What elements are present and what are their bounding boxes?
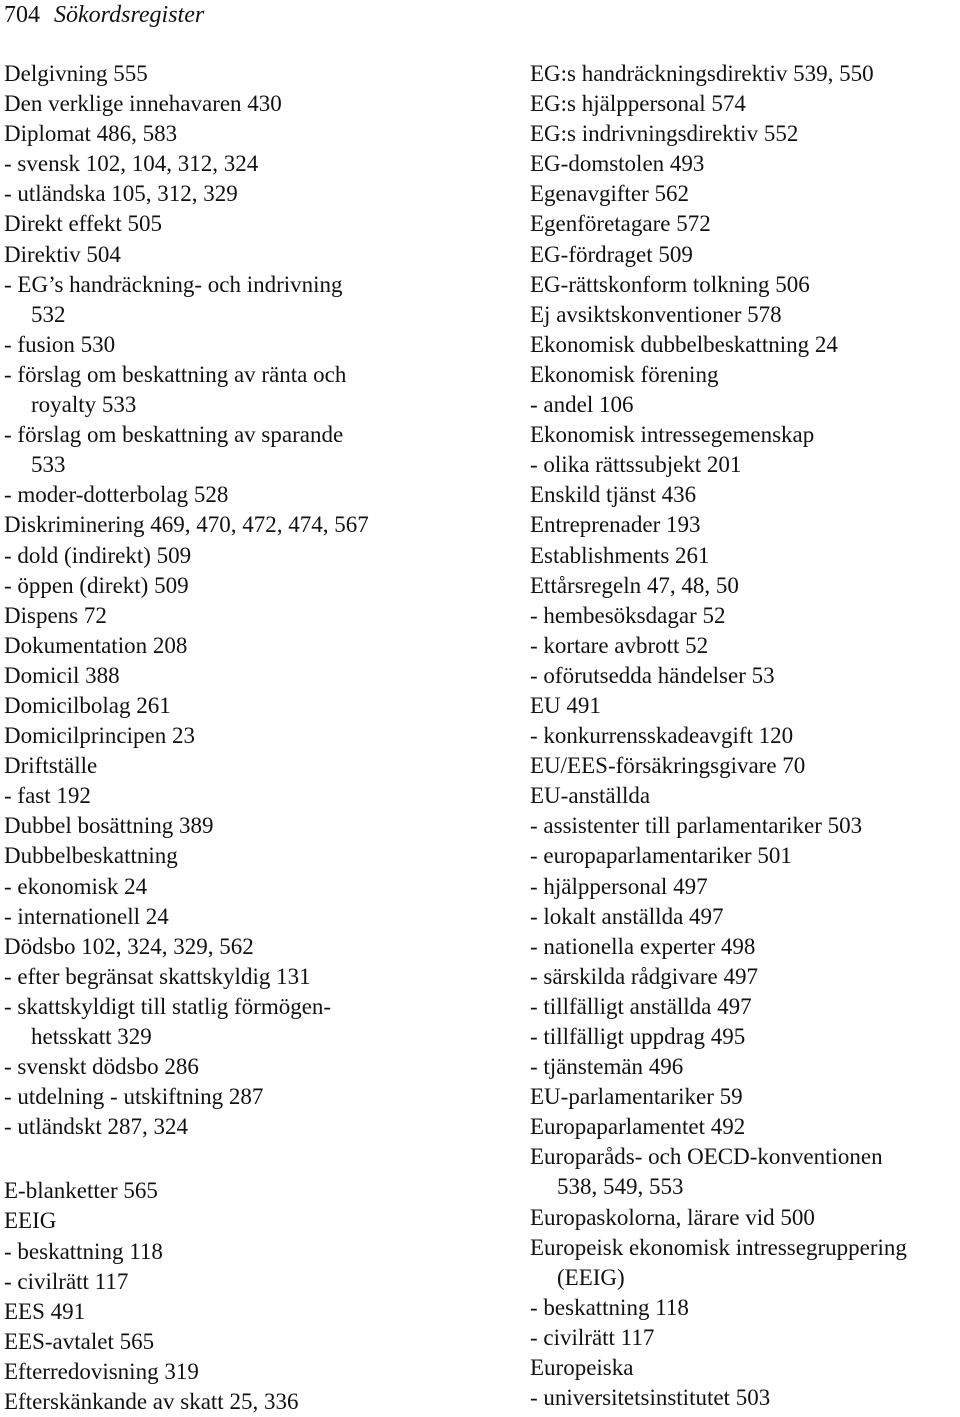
- index-entry: Egenföretagare 572: [530, 211, 711, 237]
- index-entry: Egenavgifter 562: [530, 181, 690, 207]
- index-entry: EU-parlamentariker 59: [530, 1084, 743, 1110]
- index-subentry: - särskilda rådgivare 497: [530, 963, 759, 989]
- index-subentry: - oförutsedda händelser 53: [530, 662, 775, 688]
- index-entry: EEIG: [4, 1208, 57, 1234]
- index-entry: EG:s hjälppersonal 574: [530, 91, 746, 117]
- page-number: 704: [4, 2, 40, 28]
- index-subentry: - dold (indirekt) 509: [4, 542, 192, 568]
- index-entry: Domicil 388: [4, 662, 120, 688]
- index-entry: EES 491: [4, 1298, 86, 1324]
- index-entry-continuation: (EEIG): [557, 1264, 625, 1290]
- index-subentry: - internationell 24: [4, 903, 169, 929]
- index-subentry: - universitetsinstitutet 503: [530, 1385, 771, 1411]
- index-entry: Dubbelbeskattning: [4, 843, 178, 869]
- index-subentry: - utdelning - utskiftning 287: [4, 1084, 264, 1110]
- index-subentry: - fusion 530: [4, 331, 116, 357]
- index-subentry: - hembesöksdagar 52: [530, 602, 726, 628]
- index-entry-continuation: hetsskatt 329: [31, 1024, 152, 1049]
- index-subentry: - europaparlamentariker 501: [530, 843, 792, 869]
- index-subentry: - moder-dotterbolag 528: [4, 482, 229, 508]
- index-subentry: - utländska 105, 312, 329: [4, 181, 238, 207]
- index-subentry: - utländskt 287, 324: [4, 1114, 188, 1140]
- index-entry: Delgivning 555: [4, 61, 148, 86]
- index-subentry: - beskattning 118: [530, 1294, 689, 1320]
- index-entry: Efterskänkande av skatt 25, 336: [4, 1389, 299, 1415]
- index-subentry: - hjälppersonal 497: [530, 873, 708, 899]
- index-entry-continuation: 533: [31, 452, 66, 478]
- index-entry: E-blanketter 565: [4, 1178, 158, 1204]
- index-subentry: - EG’s handräckning- och indrivning: [4, 271, 343, 297]
- index-subentry: - efter begränsat skattskyldig 131: [4, 963, 311, 989]
- index-subentry: - nationella experter 498: [530, 933, 756, 959]
- index-entry: Den verklige innehavaren 430: [4, 91, 282, 117]
- index-subentry: - lokalt anställda 497: [530, 903, 724, 929]
- index-subentry: - ekonomisk 24: [4, 873, 148, 899]
- index-entry: Direktiv 504: [4, 241, 121, 267]
- index-entry: EES-avtalet 565: [4, 1328, 155, 1354]
- index-subentry: - fast 192: [4, 783, 91, 809]
- index-subentry: - förslag om beskattning av sparande: [4, 422, 344, 448]
- index-entry: Dokumentation 208: [4, 632, 188, 658]
- index-subentry: - assistenter till parlamentariker 503: [530, 813, 863, 839]
- index-subentry: - svenskt dödsbo 286: [4, 1054, 199, 1080]
- index-subentry: - civilrätt 117: [530, 1324, 655, 1350]
- index-subentry: - konkurrensskadeavgift 120: [530, 723, 794, 749]
- index-subentry: - olika rättssubjekt 201: [530, 452, 742, 478]
- index-subentry: - tillfälligt anställda 497: [530, 993, 752, 1019]
- index-entry: Entreprenader 193: [530, 512, 701, 538]
- index-subentry: - kortare avbrott 52: [530, 632, 709, 658]
- index-entry-continuation: 532: [31, 301, 66, 327]
- index-entry: Europaskolorna, lärare vid 500: [530, 1204, 815, 1230]
- index-entry: Dödsbo 102, 324, 329, 562: [4, 933, 254, 959]
- index-entry: Driftställe: [4, 753, 98, 779]
- index-entry: Ettårsregeln 47, 48, 50: [530, 572, 739, 598]
- index-column-left: [4, 59, 524, 1417]
- index-subentry: - civilrätt 117: [4, 1268, 129, 1294]
- index-entry: Ekonomisk förening: [530, 361, 719, 387]
- index-entry-continuation: royalty 533: [31, 392, 137, 418]
- index-entry: Enskild tjänst 436: [530, 482, 697, 508]
- index-entry: EG:s handräckningsdirektiv 539, 550: [530, 61, 874, 86]
- index-entry: EG:s indrivningsdirektiv 552: [530, 121, 799, 147]
- index-entry: Ekonomisk intressegemenskap: [530, 422, 815, 448]
- index-entry: Europeisk ekonomisk intressegruppering: [530, 1234, 907, 1260]
- index-entry: EU-anställda: [530, 783, 651, 809]
- index-entry-continuation: 538, 549, 553: [557, 1174, 684, 1200]
- index-entry: Domicilprincipen 23: [4, 723, 195, 749]
- index-entry: Dubbel bosättning 389: [4, 813, 214, 839]
- index-entry: EU/EES-försäkringsgivare 70: [530, 753, 806, 779]
- page-title: Sökordsregister: [54, 2, 205, 28]
- index-subentry: - tillfälligt uppdrag 495: [530, 1024, 746, 1049]
- index-entry: Ej avsiktskonventioner 578: [530, 301, 782, 327]
- index-entry: Europeiska: [530, 1355, 634, 1381]
- index-entry: Domicilbolag 261: [4, 692, 171, 718]
- index-column-right: [530, 59, 958, 1413]
- index-subentry: - öppen (direkt) 509: [4, 572, 189, 598]
- index-entry: Direkt effekt 505: [4, 211, 162, 237]
- index-entry: Ekonomisk dubbelbeskattning 24: [530, 331, 838, 357]
- page-header: [4, 0, 204, 30]
- index-entry: Diplomat 486, 583: [4, 121, 178, 147]
- index-entry: EG-domstolen 493: [530, 151, 705, 177]
- index-entry: EG-rättskonform tolkning 506: [530, 271, 810, 297]
- index-entry: Europaråds- och OECD-konventionen: [530, 1144, 883, 1170]
- index-entry: EG-fördraget 509: [530, 241, 693, 267]
- index-entry: Europaparlamentet 492: [530, 1114, 746, 1140]
- index-subentry: - svensk 102, 104, 312, 324: [4, 151, 259, 177]
- index-entry: Establishments 261: [530, 542, 710, 568]
- index-subentry: - andel 106: [530, 392, 634, 418]
- index-subentry: - skattskyldigt till statlig förmögen-: [4, 993, 332, 1019]
- index-entry: EU 491: [530, 692, 601, 718]
- index-entry: Efterredovisning 319: [4, 1358, 199, 1384]
- index-subentry: - förslag om beskattning av ränta och: [4, 361, 347, 387]
- index-subentry: - tjänstemän 496: [530, 1054, 684, 1080]
- index-entry: Dispens 72: [4, 602, 107, 628]
- index-subentry: - beskattning 118: [4, 1238, 163, 1264]
- index-entry: Diskriminering 469, 470, 472, 474, 567: [4, 512, 369, 538]
